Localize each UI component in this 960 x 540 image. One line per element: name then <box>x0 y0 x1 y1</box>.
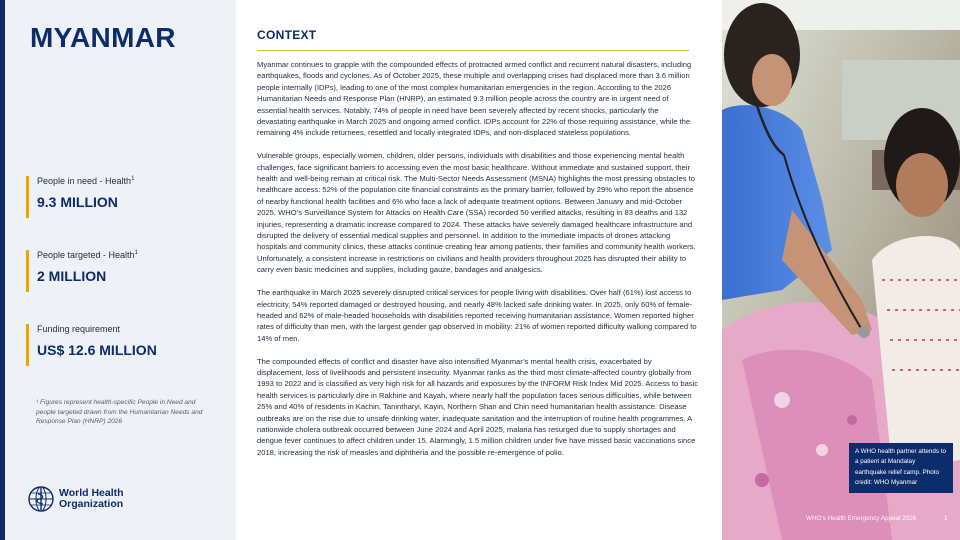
footnote: ¹ Figures represent health-specific People in Need and people targeted drawn from the Humanitarian Needs and Response Plan (HNRP) 2026 <box>36 399 203 426</box>
paragraph: Vulnerable groups, especially women, children, older persons, individuals with disabilities and those experiencing mental health challenges, face significant barriers to accessing even the most basic healthcare. Without immediate and sustained support, their health and well-being remain at critical risk. The Multi-Sector Needs Assessment (MSNA) highlights the most pressing obstacles to healthcare access: 52% of the population cite financial constraints as the primary barrier, followed by 29% who report the absence of nearby functional health facilities and 6% who face a lack of adequate treatment options. Between January and mid-October 2025, WHO’s Surveillance System for Attacks on Health Care (SSA) recorded 50 verified attacks, resulting in 83 deaths and 132 injuries, representing a dramatic increase compared to 2024. These attacks have severely damaged healthcare infrastructure and disrupted the delivery of essential medical supplies and personnel. In addition to the immediate impacts of drones attacking hospitals and community clinics, these attacks continue creating fear among patients, their families and community health workers. Unfortunately, a consistent increase in restrictions on civilians and health providers throughout 2025 has disrupted their ability to carry even basic medicines and supplies, including gauze, bandages and analgesics. <box>257 151 696 275</box>
logo-line-1: World Health <box>59 486 124 499</box>
stat-people-targeted <box>26 250 226 292</box>
footer-appeal-title: WHO’s Health Emergency Appeal 2026 <box>806 515 917 522</box>
page-number: 1 <box>944 515 948 522</box>
stat-value: 9.3 MILLION <box>37 194 118 210</box>
section-title: CONTEXT <box>257 28 317 42</box>
paragraph: Myanmar continues to grapple with the compounded effects of protracted armed conflict and recurrent natural disasters, including earthquakes, floods and cyclones. As of October 2025, these multiple and overlapping crises had displaced more than 3.6 million people internally (IDPs), leading to one of the most complex humanitarian emergencies in the region. According to the 2026 Humanitarian Needs and Response Plan (HNRP), an estimated 9.3 million people across the country are in urgent need of essential health services. Notably, 74% of people in need have been severely affected by recent shocks, particularly the devastating earthquake in March 2025 and ongoing armed conflict. IDPs account for 22% of those requiring assistance, while the remaining 4% include returnees, resettled and locally integrated IDPs, and non-displaced stateless populations. <box>257 60 692 138</box>
logo-line-2: Organization <box>59 498 124 510</box>
stat-value: 2 MILLION <box>37 268 107 284</box>
accent-bar <box>0 0 5 540</box>
stat-funding-requirement <box>26 324 226 366</box>
who-logo <box>27 485 124 513</box>
stat-label: People targeted - Health$^1$ <box>37 250 138 260</box>
stat-label: People in need - Health$^1$ <box>37 176 135 186</box>
who-emblem-icon <box>27 485 55 513</box>
left-panel <box>0 0 236 540</box>
paragraph: The compounded effects of conflict and disaster have also intensified Myanmar’s mental health crisis, exacerbated by displacement, loss of livelihoods and persistent insecurity. Myanmar ranks as the third most climate-affected country globally from 1993 to 2022 and is classified as very high risk for all hazards and exposures by the INFORM Risk Index Mid 2025. Access to basic health services is particularly dire in Rakhine and Kayah, where nearly half the population faces serious difficulties, while between 25% and 40% of residents in Kachin, Tanintharyi, Kayin, Northern Shan and Chin need humanitarian health assistance. Disease outbreaks are on the rise due to unsafe drinking water, inadequate sanitation and the interruption of routine health programmes. A nationwide cholera outbreak occurred between June 2024 and April 2025, malaria has resurged due to supply shortages and dengue fever continues to affect children under 15. Alarmingly, 1.5 million children under five have missed basic vaccinations since 2018, increasing the risk of measles and diphtheria and the possible re-emergence of polio. <box>257 356 699 457</box>
stat-value: US$ 12.6 MILLION <box>37 342 157 358</box>
stat-label: Funding requirement <box>37 324 121 334</box>
logo-wordmark <box>59 488 124 510</box>
context-body <box>257 59 699 470</box>
paragraph: The earthquake in March 2025 severely disrupted critical services for people living with disabilities. Over half (61%) lost access to electricity, 54% reported damaged or destroyed housing, and nearly 48% lacked safe drinking water. In 2025, only 60% of female-headed and 62% of male-headed households with disabilities reported receiving humanitarian assistance. Women reported higher rates of difficulty than men, with the largest gender gap observed in mobility: 21% of women reported difficulty walking compared to 14% of men. <box>257 288 697 343</box>
country-title: MYANMAR <box>30 22 176 53</box>
photo-caption: A WHO health partner attends to a patient at Mandalay earthquake relief camp. Photo credit: WHO Myanmar <box>849 443 953 493</box>
title-divider <box>257 50 689 51</box>
stat-people-in-need <box>26 176 226 218</box>
